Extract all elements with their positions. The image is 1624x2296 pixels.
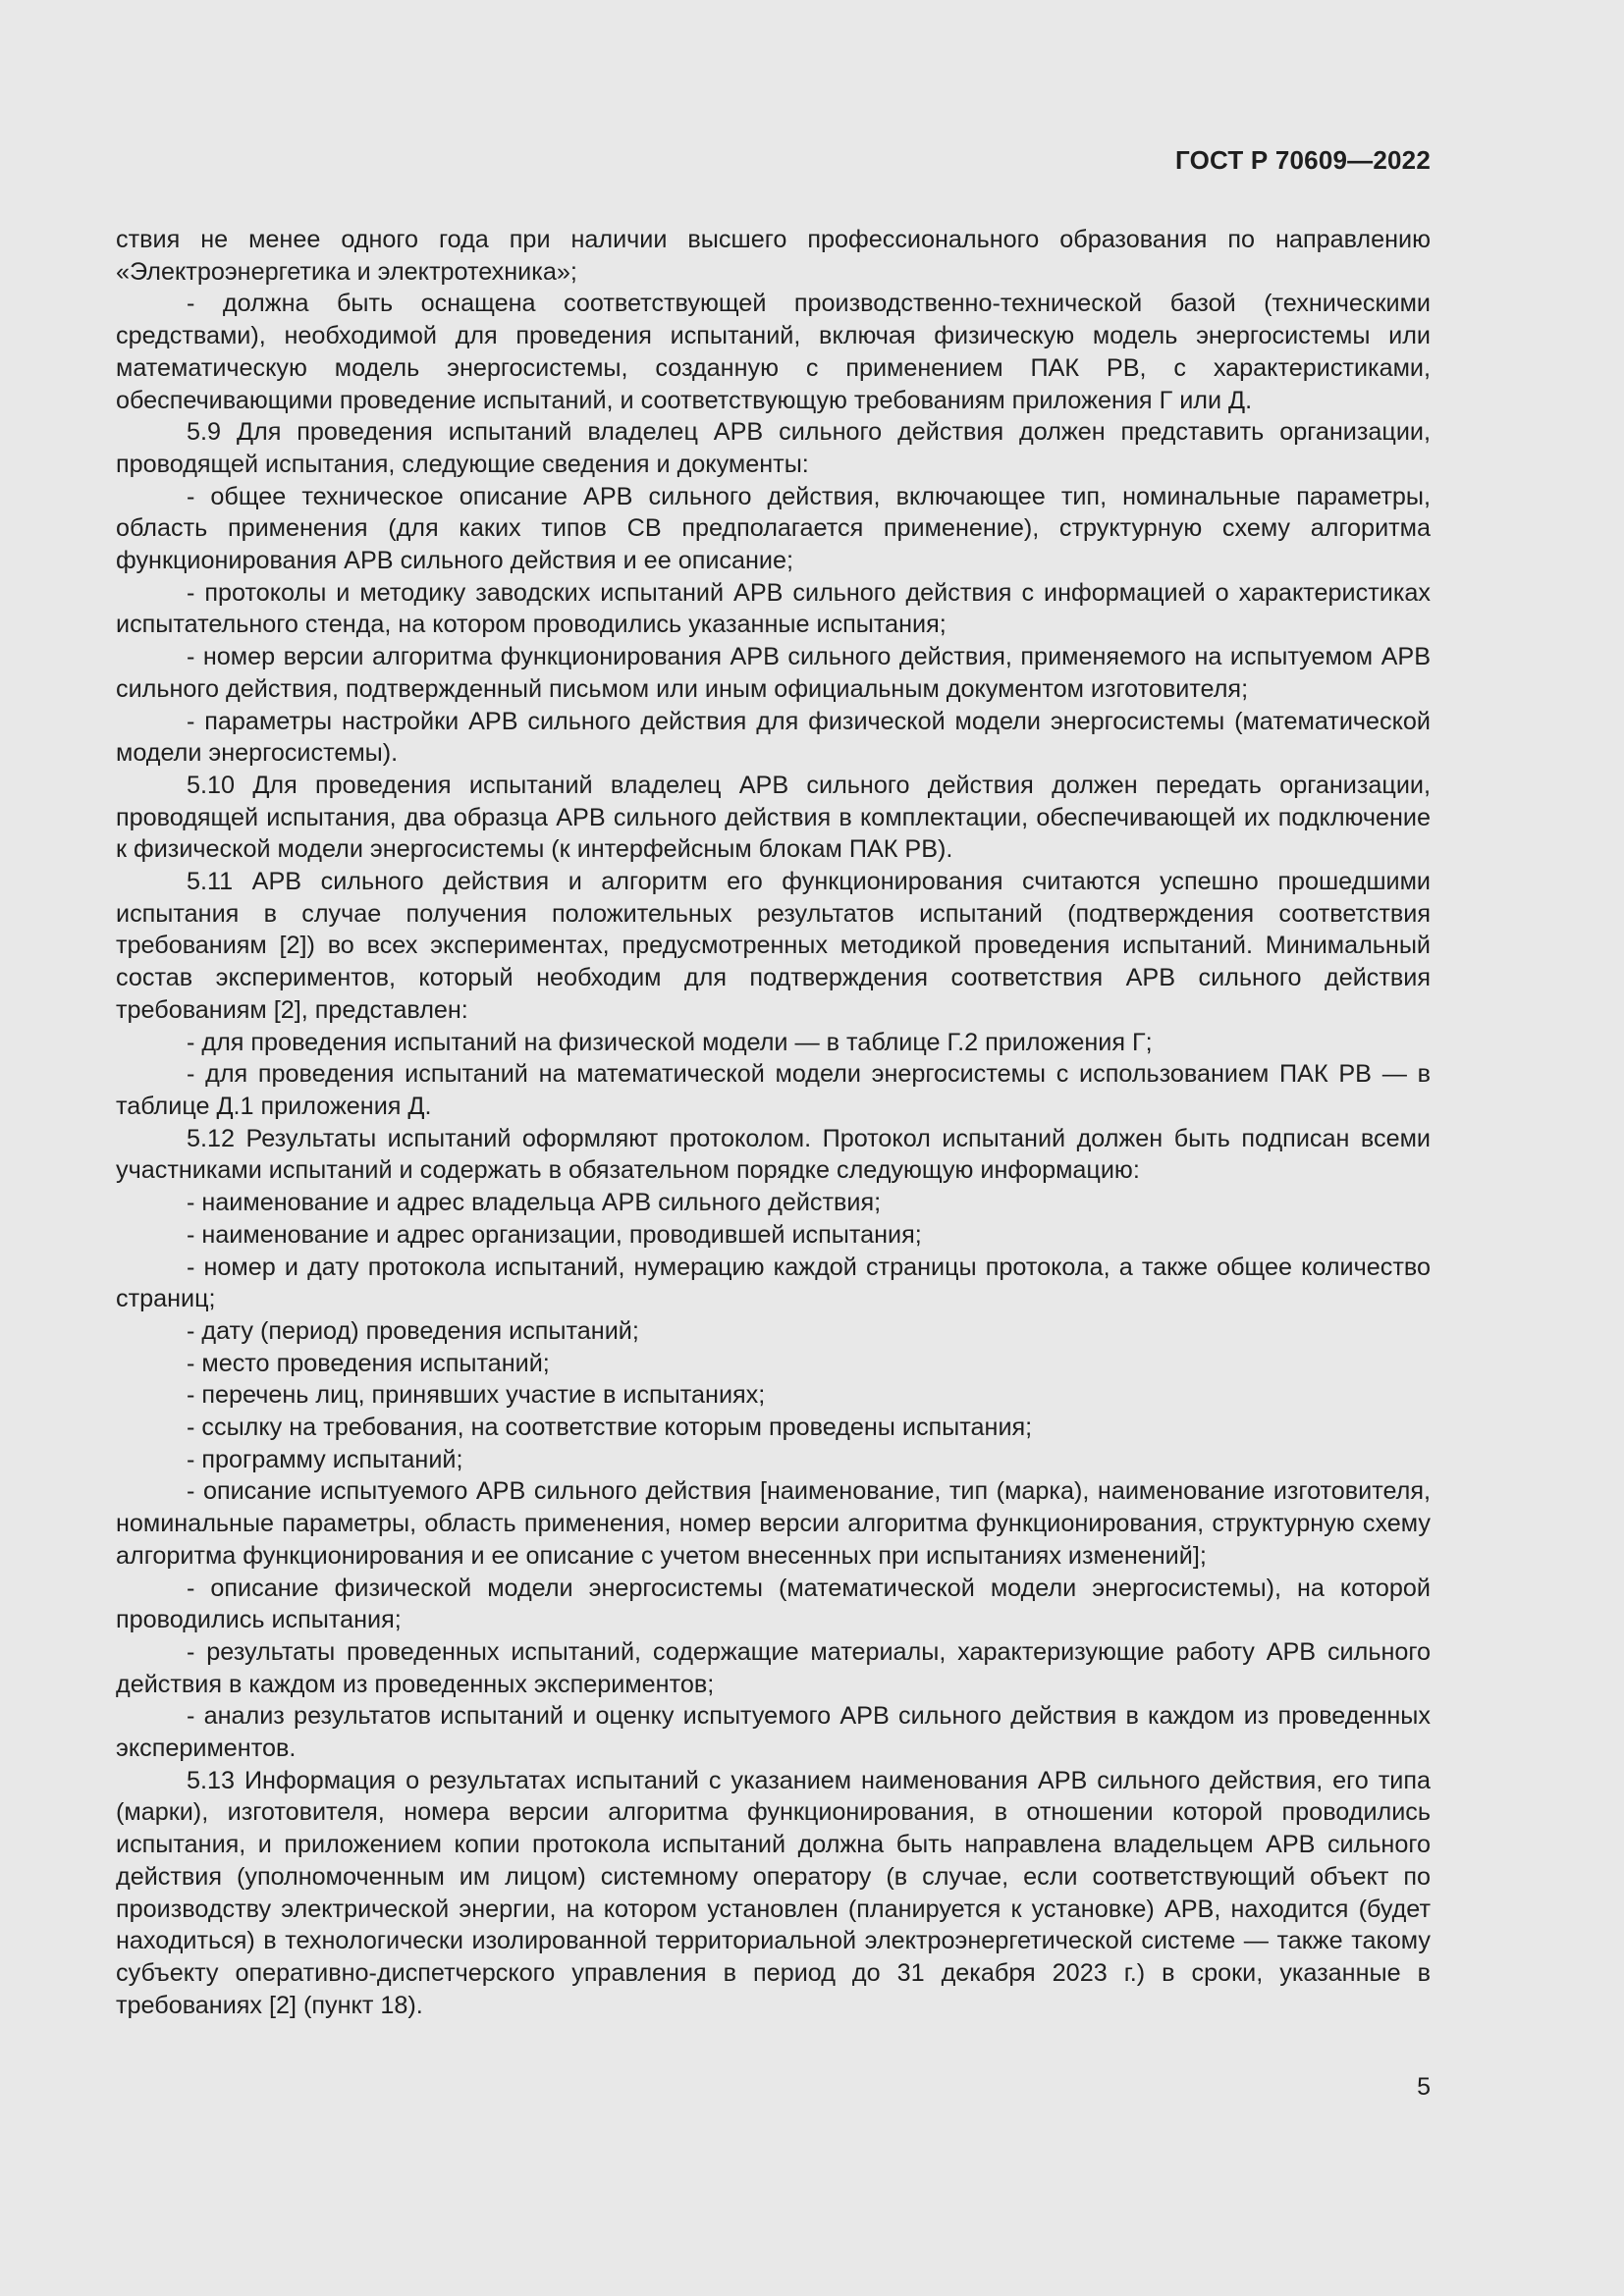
paragraph: - дату (период) проведения испытаний; xyxy=(187,1316,639,1345)
paragraph: - результаты проведенных испытаний, содержащие материалы, характеризующие работу АРВ сильного действия в каждом из проведенных экспериментов; xyxy=(116,1637,1431,1698)
paragraph: - наименование и адрес организации, проводившей испытания; xyxy=(187,1220,922,1249)
paragraph: - номер и дату протокола испытаний, нумерацию каждой страницы протокола, а также общее количество страниц; xyxy=(116,1253,1431,1313)
paragraph: - для проведения испытаний на математической модели энергосистемы с использованием ПАК РВ — в таблице Д.1 приложения Д. xyxy=(116,1060,1431,1120)
paragraph: - место проведения испытаний; xyxy=(187,1349,550,1377)
paragraph: - параметры настройки АРВ сильного действия для физической модели энергосистемы (математической модели энергосистемы). xyxy=(116,707,1431,768)
paragraph: - должна быть оснащена соответствующей производственно-технической базой (техническими средствами), необходимой для проведения испытаний, включая физическую модель энергосистемы или математическую модель энергосистемы, созданную с применением ПАК РВ, с характеристиками, обеспечивающими проведение испытаний, и соответствующую требованиям приложения Г или Д. xyxy=(116,290,1431,414)
paragraph: - перечень лиц, принявших участие в испытаниях; xyxy=(187,1381,766,1410)
paragraph: ствия не менее одного года при наличии высшего профессионального образования по направлению «Электроэнергетика и электротехника»; xyxy=(116,226,1431,286)
paragraph: - анализ результатов испытаний и оценку испытуемого АРВ сильного действия в каждом из проведенных экспериментов. xyxy=(116,1702,1431,1763)
paragraph: - описание испытуемого АРВ сильного действия [наименование, тип (марка), наименование изготовителя, номинальные параметры, область применения, номер версии алгоритма функционирования, структурную схему алгоритма функционирования и ее описание с учетом внесенных при испытаниях изменений]; xyxy=(116,1477,1431,1570)
paragraph: 5.10 Для проведения испытаний владелец АРВ сильного действия должен передать организации, проводящей испытания, два образца АРВ сильного действия в комплектации, обеспечивающей их подключение к физической модели энергосистемы (к интерфейсным блокам ПАК РВ). xyxy=(116,771,1431,864)
page-number: 5 xyxy=(1417,2073,1431,2101)
paragraph: - номер версии алгоритма функционирования АРВ сильного действия, применяемого на испытуемом АРВ сильного действия, подтвержденный письмом или иным официальным документом изготовителя; xyxy=(116,643,1431,703)
paragraph: - для проведения испытаний на физической модели — в таблице Г.2 приложения Г; xyxy=(187,1028,1153,1056)
paragraph: 5.9 Для проведения испытаний владелец АРВ сильного действия должен представить организации, проводящей испытания, следующие сведения и документы: xyxy=(116,418,1431,478)
paragraph: - общее техническое описание АРВ сильного действия, включающее тип, номинальные параметры, область применения (для каких типов СВ предполагается применение), структурную схему алгоритма функционирования АРВ сильного действия и ее описание; xyxy=(116,482,1431,575)
paragraph: 5.11 АРВ сильного действия и алгоритм его функционирования считаются успешно прошедшими испытания в случае получения положительных результатов испытаний (подтверждения соответствия требованиям [2]) во всех экспериментах, предусмотренных методикой проведения испытаний. Минимальный состав экспериментов, который необходим для подтверждения соответствия АРВ сильного действия требованиям [2], представлен: xyxy=(116,868,1431,1024)
paragraph: - ссылку на требования, на соответствие которым проведены испытания; xyxy=(187,1414,1033,1442)
body-text xyxy=(116,224,1431,2021)
paragraph: - наименование и адрес владельца АРВ сильного действия; xyxy=(187,1189,882,1217)
paragraph: - программу испытаний; xyxy=(187,1445,463,1473)
document-id-header: ГОСТ Р 70609—2022 xyxy=(1175,145,1431,175)
paragraph: 5.12 Результаты испытаний оформляют протоколом. Протокол испытаний должен быть подписан всеми участниками испытаний и содержать в обязательном порядке следующую информацию: xyxy=(116,1124,1431,1185)
paragraph: 5.13 Информация о результатах испытаний с указанием наименования АРВ сильного действия, его типа (марки), изготовителя, номера версии алгоритма функционирования, в отношении которой проводились испытания, и приложением копии протокола испытаний должна быть направлена владельцем АРВ сильного действия (уполномоченным им лицом) системному оператору (в случае, если соответствующий объект по производству электрической энергии, на котором установлен (планируется к установке) АРВ, находится (будет находиться) в технологически изолированной территориальной электроэнергетической системе — также такому субъекту оперативно-диспетчерского управления в период до 31 декабря 2023 г.) в сроки, указанные в требованиях [2] (пункт 18). xyxy=(116,1766,1431,2019)
paragraph: - описание физической модели энергосистемы (математической модели энергосистемы), на которой проводились испытания; xyxy=(116,1574,1431,1634)
paragraph: - протоколы и методику заводских испытаний АРВ сильного действия с информацией о характеристиках испытательного стенда, на котором проводились указанные испытания; xyxy=(116,578,1431,639)
